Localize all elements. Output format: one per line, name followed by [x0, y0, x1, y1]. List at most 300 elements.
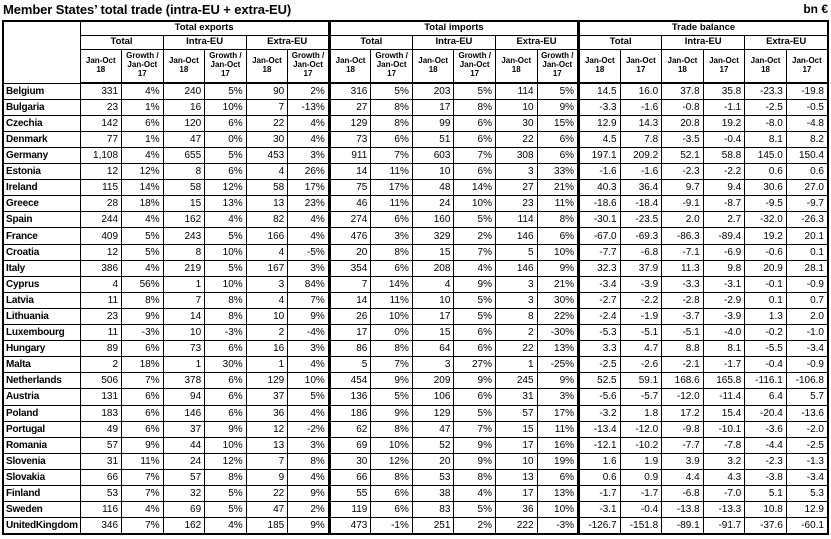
value-cell: -26.3: [786, 212, 828, 228]
value-cell: 52.5: [579, 373, 621, 389]
value-cell: 11%: [371, 196, 413, 212]
subgroup-balance-intra-eu: Intra-EU: [662, 35, 745, 49]
value-cell: -2.5: [786, 437, 828, 453]
value-cell: 129: [412, 405, 454, 421]
value-cell: -37.6: [745, 518, 787, 534]
value-cell: 454: [329, 373, 371, 389]
value-cell: 7: [246, 453, 288, 469]
country-cell: Greece: [3, 196, 80, 212]
value-cell: 0.9: [620, 469, 662, 485]
value-cell: 51: [412, 131, 454, 147]
value-cell: 73: [163, 341, 205, 357]
value-cell: 9%: [288, 518, 330, 534]
value-cell: 8: [163, 244, 205, 260]
value-cell: 9%: [537, 99, 579, 115]
value-cell: 8%: [454, 99, 496, 115]
value-cell: 4%: [205, 212, 247, 228]
value-cell: 84%: [288, 276, 330, 292]
value-cell: 603: [412, 148, 454, 164]
value-cell: 58: [246, 180, 288, 196]
value-cell: 57: [495, 405, 537, 421]
value-cell: 5: [329, 357, 371, 373]
value-cell: 30: [495, 115, 537, 131]
value-cell: 10.8: [745, 502, 787, 518]
value-cell: 6%: [371, 502, 413, 518]
value-cell: 1.9: [620, 453, 662, 469]
value-cell: 15: [412, 244, 454, 260]
table-row: [3, 115, 828, 131]
value-cell: 5%: [371, 83, 413, 99]
period-header: Jan-Oct 18: [246, 49, 288, 83]
value-cell: -7.8: [703, 437, 745, 453]
value-cell: -2.8: [662, 292, 704, 308]
value-cell: 17: [412, 99, 454, 115]
value-cell: 6%: [205, 405, 247, 421]
value-cell: 7.8: [620, 131, 662, 147]
value-cell: 1: [163, 357, 205, 373]
value-cell: 4%: [288, 228, 330, 244]
value-cell: 0.6: [786, 164, 828, 180]
subgroup-header-row: [3, 35, 828, 49]
value-cell: 82: [246, 212, 288, 228]
country-cell: Germany: [3, 148, 80, 164]
value-cell: -6.8: [662, 485, 704, 501]
value-cell: 5.1: [745, 485, 787, 501]
value-cell: 7%: [454, 421, 496, 437]
value-cell: 53: [80, 485, 122, 501]
table-row: [3, 244, 828, 260]
value-cell: 476: [329, 228, 371, 244]
page-title: Member States’ total trade (intra-EU + extra-EU): [3, 2, 292, 17]
value-cell: 209.2: [620, 148, 662, 164]
value-cell: 31: [80, 453, 122, 469]
country-cell: Luxembourg: [3, 325, 80, 341]
period-header: Growth / Jan-Oct 17: [537, 49, 579, 83]
value-cell: 150.4: [786, 148, 828, 164]
value-cell: 6%: [371, 485, 413, 501]
value-cell: 5%: [205, 83, 247, 99]
value-cell: 49: [80, 421, 122, 437]
value-cell: 131: [80, 389, 122, 405]
period-header: Growth / Jan-Oct 17: [288, 49, 330, 83]
value-cell: 162: [163, 212, 205, 228]
period-header: Jan-Oct 17: [703, 49, 745, 83]
value-cell: 20: [329, 244, 371, 260]
value-cell: 1: [246, 357, 288, 373]
value-cell: 1,108: [80, 148, 122, 164]
value-cell: 9%: [454, 437, 496, 453]
value-cell: 10%: [537, 244, 579, 260]
value-cell: 17.2: [662, 405, 704, 421]
value-cell: 20.1: [786, 228, 828, 244]
value-cell: 6%: [122, 421, 164, 437]
value-cell: 9: [246, 469, 288, 485]
value-cell: 4: [246, 244, 288, 260]
value-cell: -1.9: [620, 308, 662, 324]
period-header-row: [3, 49, 828, 83]
value-cell: 4%: [288, 357, 330, 373]
value-cell: 64: [412, 341, 454, 357]
value-cell: 0.1: [745, 292, 787, 308]
value-cell: 5.3: [786, 485, 828, 501]
value-cell: 40.3: [579, 180, 621, 196]
value-cell: -2.5: [745, 99, 787, 115]
value-cell: 11: [80, 325, 122, 341]
value-cell: 11.3: [662, 260, 704, 276]
value-cell: 14: [329, 164, 371, 180]
value-cell: -20.4: [745, 405, 787, 421]
value-cell: 44: [163, 437, 205, 453]
value-cell: -11.4: [703, 389, 745, 405]
country-cell: Slovenia: [3, 453, 80, 469]
value-cell: -67.0: [579, 228, 621, 244]
value-cell: 8%: [454, 469, 496, 485]
value-cell: 0%: [371, 325, 413, 341]
value-cell: 346: [80, 518, 122, 534]
value-cell: -0.4: [620, 502, 662, 518]
value-cell: -0.9: [786, 357, 828, 373]
value-cell: 12: [80, 244, 122, 260]
value-cell: 10%: [205, 437, 247, 453]
value-cell: -86.3: [662, 228, 704, 244]
value-cell: 83: [412, 502, 454, 518]
value-cell: -18.4: [620, 196, 662, 212]
value-cell: 12: [80, 164, 122, 180]
value-cell: 94: [163, 389, 205, 405]
value-cell: 12: [246, 421, 288, 437]
value-cell: 1.8: [620, 405, 662, 421]
value-cell: 119: [329, 502, 371, 518]
value-cell: 7%: [122, 373, 164, 389]
value-cell: 222: [495, 518, 537, 534]
value-cell: 6%: [454, 115, 496, 131]
country-cell: Lithuania: [3, 308, 80, 324]
value-cell: 30%: [205, 357, 247, 373]
value-cell: 5%: [454, 212, 496, 228]
value-cell: 47: [412, 421, 454, 437]
value-cell: -7.0: [703, 485, 745, 501]
value-cell: 6%: [122, 389, 164, 405]
value-cell: 13%: [537, 485, 579, 501]
value-cell: -4.0: [703, 325, 745, 341]
value-cell: 32.3: [579, 260, 621, 276]
value-cell: 6%: [122, 405, 164, 421]
value-cell: 186: [329, 405, 371, 421]
table-row: [3, 357, 828, 373]
country-cell: Bulgaria: [3, 99, 80, 115]
value-cell: 14.3: [620, 115, 662, 131]
title-bar: [0, 0, 831, 20]
country-cell: Romania: [3, 437, 80, 453]
value-cell: 1%: [122, 99, 164, 115]
value-cell: -9.7: [786, 196, 828, 212]
value-cell: 9%: [537, 373, 579, 389]
value-cell: -2.2: [703, 164, 745, 180]
value-cell: 77: [80, 131, 122, 147]
value-cell: 4%: [122, 83, 164, 99]
subgroup-balance-extra-eu: Extra-EU: [745, 35, 828, 49]
country-cell: Estonia: [3, 164, 80, 180]
value-cell: 8.1: [745, 131, 787, 147]
value-cell: 15%: [537, 115, 579, 131]
value-cell: 4%: [122, 502, 164, 518]
value-cell: 3.9: [662, 453, 704, 469]
value-cell: 11%: [537, 421, 579, 437]
value-cell: 30: [246, 131, 288, 147]
value-cell: 3: [246, 276, 288, 292]
period-header: Jan-Oct 18: [412, 49, 454, 83]
value-cell: -13.8: [662, 502, 704, 518]
period-header: Jan-Oct 18: [579, 49, 621, 83]
value-cell: 6%: [454, 325, 496, 341]
value-cell: 10: [412, 164, 454, 180]
value-cell: 4%: [288, 469, 330, 485]
country-cell: Hungary: [3, 341, 80, 357]
country-cell: Netherlands: [3, 373, 80, 389]
value-cell: 5%: [122, 228, 164, 244]
value-cell: 160: [412, 212, 454, 228]
value-cell: 5%: [454, 405, 496, 421]
value-cell: 8.2: [786, 131, 828, 147]
subgroup-exports-extra-eu: Extra-EU: [246, 35, 329, 49]
value-cell: 274: [329, 212, 371, 228]
value-cell: 19%: [537, 453, 579, 469]
value-cell: 47: [246, 502, 288, 518]
value-cell: -12.1: [579, 437, 621, 453]
value-cell: 10%: [205, 244, 247, 260]
country-cell: Czechia: [3, 115, 80, 131]
value-cell: 9%: [122, 308, 164, 324]
value-cell: 57: [80, 437, 122, 453]
value-cell: 6%: [371, 212, 413, 228]
value-cell: 33%: [537, 164, 579, 180]
value-cell: -23.3: [745, 83, 787, 99]
value-cell: 6%: [537, 148, 579, 164]
value-cell: 3%: [288, 437, 330, 453]
value-cell: 245: [495, 373, 537, 389]
value-cell: 5%: [205, 260, 247, 276]
value-cell: -91.7: [703, 518, 745, 534]
group-header-trade-balance: Trade balance: [579, 21, 828, 35]
value-cell: 7: [329, 276, 371, 292]
value-cell: 1: [495, 357, 537, 373]
value-cell: 27%: [454, 357, 496, 373]
value-cell: 197.1: [579, 148, 621, 164]
value-cell: 14: [329, 292, 371, 308]
value-cell: 24: [412, 196, 454, 212]
value-cell: 209: [412, 373, 454, 389]
period-header: Jan-Oct 18: [745, 49, 787, 83]
period-header: Jan-Oct 18: [662, 49, 704, 83]
value-cell: 6%: [537, 131, 579, 147]
value-cell: 11%: [537, 196, 579, 212]
table-row: [3, 260, 828, 276]
value-cell: 0.7: [786, 292, 828, 308]
value-cell: 66: [329, 469, 371, 485]
value-cell: 165.8: [703, 373, 745, 389]
value-cell: 3%: [288, 148, 330, 164]
value-cell: 47: [163, 131, 205, 147]
value-cell: 23: [80, 99, 122, 115]
value-cell: -0.6: [745, 244, 787, 260]
value-cell: 17: [495, 437, 537, 453]
period-header: Growth / Jan-Oct 17: [122, 49, 164, 83]
value-cell: 10: [412, 292, 454, 308]
value-cell: 13: [246, 437, 288, 453]
country-cell: Ireland: [3, 180, 80, 196]
value-cell: -1.6: [579, 164, 621, 180]
value-cell: 16: [246, 341, 288, 357]
value-cell: 2%: [288, 83, 330, 99]
value-cell: 0.1: [786, 244, 828, 260]
table-row: [3, 228, 828, 244]
value-cell: 14%: [122, 180, 164, 196]
value-cell: 453: [246, 148, 288, 164]
value-cell: 10%: [371, 437, 413, 453]
value-cell: -2.7: [579, 292, 621, 308]
value-cell: 9%: [288, 485, 330, 501]
value-cell: -5.5: [745, 341, 787, 357]
unit-label: bn €: [803, 2, 828, 16]
value-cell: 2: [495, 325, 537, 341]
value-cell: -69.3: [620, 228, 662, 244]
value-cell: 14.5: [579, 83, 621, 99]
value-cell: 8%: [371, 115, 413, 131]
value-cell: 12.9: [786, 502, 828, 518]
value-cell: 90: [246, 83, 288, 99]
value-cell: 10: [495, 99, 537, 115]
value-cell: 8%: [371, 99, 413, 115]
value-cell: 21%: [537, 180, 579, 196]
value-cell: 19.2: [703, 115, 745, 131]
value-cell: 9%: [288, 308, 330, 324]
value-cell: 5%: [205, 502, 247, 518]
period-header: Jan-Oct 17: [786, 49, 828, 83]
value-cell: -32.0: [745, 212, 787, 228]
value-cell: 11: [80, 292, 122, 308]
table-row: [3, 308, 828, 324]
value-cell: 26: [329, 308, 371, 324]
value-cell: 9%: [454, 453, 496, 469]
value-cell: 9.4: [703, 180, 745, 196]
value-cell: -2.9: [703, 292, 745, 308]
value-cell: 21%: [537, 276, 579, 292]
value-cell: 8%: [371, 421, 413, 437]
value-cell: 10: [246, 308, 288, 324]
value-cell: 69: [329, 437, 371, 453]
value-cell: -0.5: [786, 99, 828, 115]
value-cell: 114: [495, 83, 537, 99]
table-row: [3, 485, 828, 501]
value-cell: 6%: [371, 260, 413, 276]
value-cell: 2.7: [703, 212, 745, 228]
value-cell: 28: [80, 196, 122, 212]
value-cell: 9%: [537, 260, 579, 276]
value-cell: 185: [246, 518, 288, 534]
value-cell: 8: [495, 308, 537, 324]
value-cell: -4.4: [745, 437, 787, 453]
table-row: [3, 180, 828, 196]
table-row: [3, 83, 828, 99]
value-cell: 162: [163, 518, 205, 534]
table-row: [3, 518, 828, 534]
value-cell: 7%: [371, 357, 413, 373]
value-cell: 27.0: [786, 180, 828, 196]
value-cell: 6%: [454, 341, 496, 357]
value-cell: -3.7: [662, 308, 704, 324]
group-header-total-imports: Total imports: [329, 21, 578, 35]
value-cell: 17%: [288, 180, 330, 196]
table-row: [3, 212, 828, 228]
value-cell: -0.4: [745, 357, 787, 373]
value-cell: 30: [329, 453, 371, 469]
value-cell: 19.2: [745, 228, 787, 244]
value-cell: -5.1: [620, 325, 662, 341]
value-cell: 5%: [454, 502, 496, 518]
value-cell: 52.1: [662, 148, 704, 164]
value-cell: 409: [80, 228, 122, 244]
value-cell: 17%: [537, 405, 579, 421]
value-cell: -3.4: [786, 341, 828, 357]
value-cell: 8%: [371, 244, 413, 260]
value-cell: 316: [329, 83, 371, 99]
value-cell: -3%: [122, 325, 164, 341]
value-cell: 12%: [371, 453, 413, 469]
table-row: [3, 437, 828, 453]
value-cell: 6%: [205, 389, 247, 405]
value-cell: 15.4: [703, 405, 745, 421]
value-cell: 3%: [537, 389, 579, 405]
value-cell: 4%: [122, 212, 164, 228]
value-cell: 20.8: [662, 115, 704, 131]
value-cell: 58.8: [703, 148, 745, 164]
value-cell: -8.7: [703, 196, 745, 212]
table-row: [3, 131, 828, 147]
value-cell: 3%: [371, 228, 413, 244]
value-cell: -1.3: [786, 453, 828, 469]
value-cell: -0.8: [662, 99, 704, 115]
value-cell: 9%: [205, 421, 247, 437]
value-cell: 2: [246, 325, 288, 341]
table-row: [3, 292, 828, 308]
value-cell: 27: [329, 99, 371, 115]
value-cell: 6.4: [745, 389, 787, 405]
value-cell: 3: [495, 164, 537, 180]
group-header-total-exports: Total exports: [80, 21, 329, 35]
value-cell: 8%: [205, 292, 247, 308]
value-cell: -151.8: [620, 518, 662, 534]
value-cell: 2: [80, 357, 122, 373]
value-cell: -13%: [288, 99, 330, 115]
value-cell: 30%: [537, 292, 579, 308]
value-cell: 5%: [537, 83, 579, 99]
value-cell: -13.4: [579, 421, 621, 437]
value-cell: 53: [412, 469, 454, 485]
value-cell: 7: [163, 292, 205, 308]
value-cell: 55: [329, 485, 371, 501]
value-cell: 8%: [122, 292, 164, 308]
value-cell: 5%: [205, 485, 247, 501]
value-cell: 59.1: [620, 373, 662, 389]
value-cell: 6%: [454, 164, 496, 180]
value-cell: 506: [80, 373, 122, 389]
table-row: [3, 453, 828, 469]
value-cell: 240: [163, 83, 205, 99]
value-cell: 5.7: [786, 389, 828, 405]
value-cell: -3.3: [662, 276, 704, 292]
value-cell: -12.0: [620, 421, 662, 437]
value-cell: -3.8: [745, 469, 787, 485]
